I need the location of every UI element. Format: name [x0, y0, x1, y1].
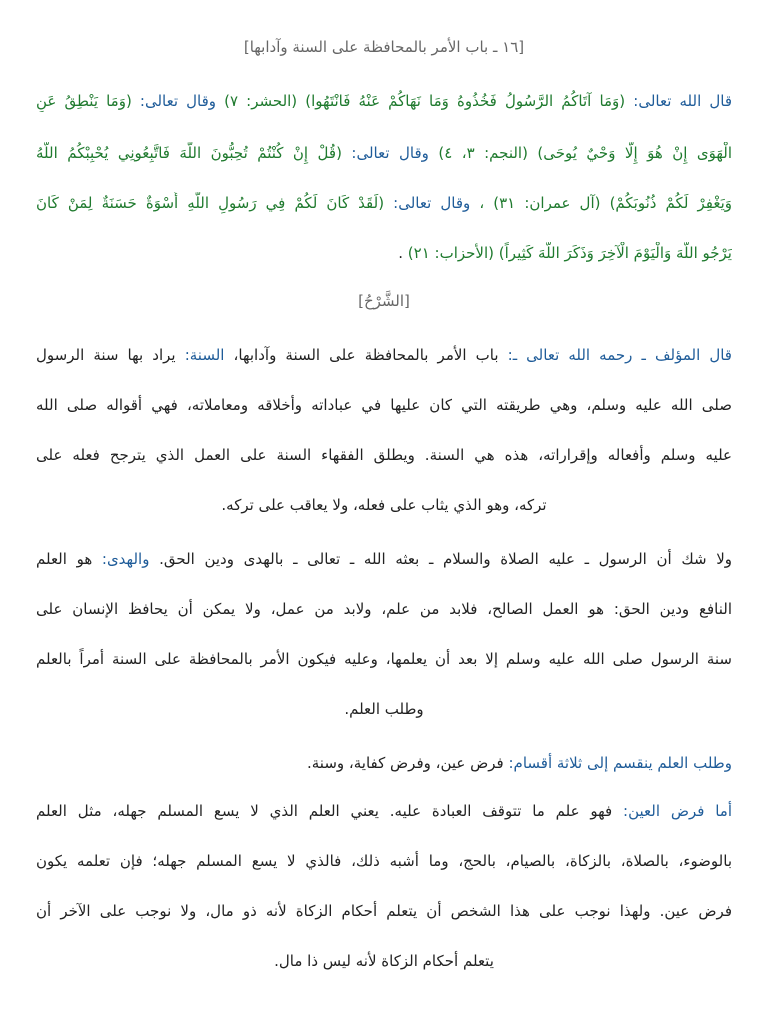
verse-line-4 — [36, 242, 732, 264]
body-text: باب الأمر بالمحافظة على السنة وآدابها، — [224, 346, 508, 364]
quran-verse: (وَمَا يَنْطِقُ عَنِ — [36, 92, 132, 110]
body-text: ولا شك أن الرسول ـ عليه الصلاة والسلام ـ بعثه الله ـ تعالى ـ بالهدى ودين الحق. — [149, 550, 732, 568]
paragraph-4-line-2: بالوضوء، بالصلاة، بالزكاة، بالصيام، بالحج، وما أشبه ذلك، فالذي لا يسع المسلم جهله؛ فإن تعلمه يكون — [36, 852, 732, 870]
speaker-label: وقال تعالى: — [131, 92, 217, 110]
verse-line-3 — [36, 192, 732, 214]
quran-verse: (لَقَدْ كَانَ لَكُمْ فِي رَسُولِ اللَّهِ أُسْوَةٌ حَسَنَةٌ لِمَنْ كَانَ — [36, 194, 385, 212]
term-label: أما فرض العين: — [623, 802, 732, 820]
body-text: يراد بها سنة الرسول — [36, 346, 185, 364]
quran-verse: الْهَوَى إِنْ هُوَ إِلَّا وَحْيٌ يُوحَى) (النجم: ٣، ٤) — [428, 144, 732, 162]
quran-verse: (وَمَا آتَاكُمُ الرَّسُولُ فَخُذُوهُ وَمَا نَهَاكُمْ عَنْهُ فَانْتَهُوا) (الحشر: ٧) — [216, 92, 634, 110]
verse-line-2 — [36, 142, 732, 164]
paragraph-4-line-3: فرض عين. ولهذا نوجب على هذا الشخص أن يتعلم أحكام الزكاة لأنه ذو مال، ولا نوجب على الآخر أن — [36, 902, 732, 920]
speaker-label: وقال تعالى: — [341, 144, 429, 162]
paragraph-4-line-4: يتعلم أحكام الزكاة لأنه ليس ذا مال. — [274, 952, 494, 970]
paragraph-2-line-4: وطلب العلم. — [344, 700, 424, 718]
body-text: هو العلم — [36, 550, 102, 568]
author-label: قال المؤلف ـ رحمه الله تعالى ـ: — [507, 346, 732, 364]
quran-verse: وَيَغْفِرْ لَكُمْ ذُنُوبَكُمْ) (آل عمران: ٣١) ، — [470, 194, 732, 212]
paragraph-3 — [36, 752, 732, 774]
paragraph-1-line-4: تركه، وهو الذي يثاب على فعله، ولا يعاقب على تركه. — [221, 496, 547, 514]
term-label: السنة: — [184, 346, 225, 364]
verse-line-1 — [36, 90, 732, 112]
quran-verse: (قُلْ إِنْ كُنْتُمْ تُحِبُّونَ اللَّهَ فَاتَّبِعُونِي يُحْبِبْكُمُ اللَّهُ — [36, 144, 342, 162]
paragraph-4-line-1 — [36, 800, 732, 822]
term-label: وطلب العلم ينقسم إلى ثلاثة أقسام: — [508, 754, 732, 772]
body-text: فرض عين، وفرض كفاية، وسنة. — [306, 754, 509, 772]
speaker-label: وقال تعالى: — [384, 194, 471, 212]
quran-verse: يَرْجُو اللَّهَ وَالْيَوْمَ الْآخِرَ وَذَكَرَ اللَّهَ كَثِيراً) (الأحزاب: ٢١) — [403, 244, 732, 262]
chapter-heading: [١٦ ـ باب الأمر بالمحافظة على السنة وآدابها] — [243, 38, 525, 56]
body-text: فهو علم ما تتوقف العبادة عليه. يعني العلم الذي لا يسع المسلم جهله، مثل العلم — [36, 802, 624, 820]
speaker-label: قال الله تعالى: — [633, 92, 732, 110]
paragraph-1-line-3: عليه وسلم وأفعاله وإقراراته، هذه هي السنة. ويطلق الفقهاء السنة على العمل الذي يترجح فعله على — [36, 446, 732, 464]
paragraph-2-line-1 — [36, 548, 732, 570]
paragraph-2-line-3: سنة الرسول صلى الله عليه وسلم إلا بعد أن يعلمها، وعليه فيكون الأمر بالمحافظة على السنة أمراً بالعلم — [36, 650, 732, 668]
paragraph-1-line-2: صلى الله عليه وسلم، وهي طريقته التي كان عليها في عباداته وأخلاقه ومعاملاته، فهي أقواله صلى الله — [36, 396, 732, 414]
term-label: والهدى: — [101, 550, 150, 568]
paragraph-2-line-2: النافع ودين الحق: هو العمل الصالح، فلابد من علم، ولابد من عمل، ولا يمكن أن يحافظ الإنسان على — [36, 600, 732, 618]
sharh-heading: [الشَّرْحُ] — [358, 292, 410, 310]
paragraph-1-line-1 — [36, 344, 732, 366]
period: . — [398, 244, 404, 262]
